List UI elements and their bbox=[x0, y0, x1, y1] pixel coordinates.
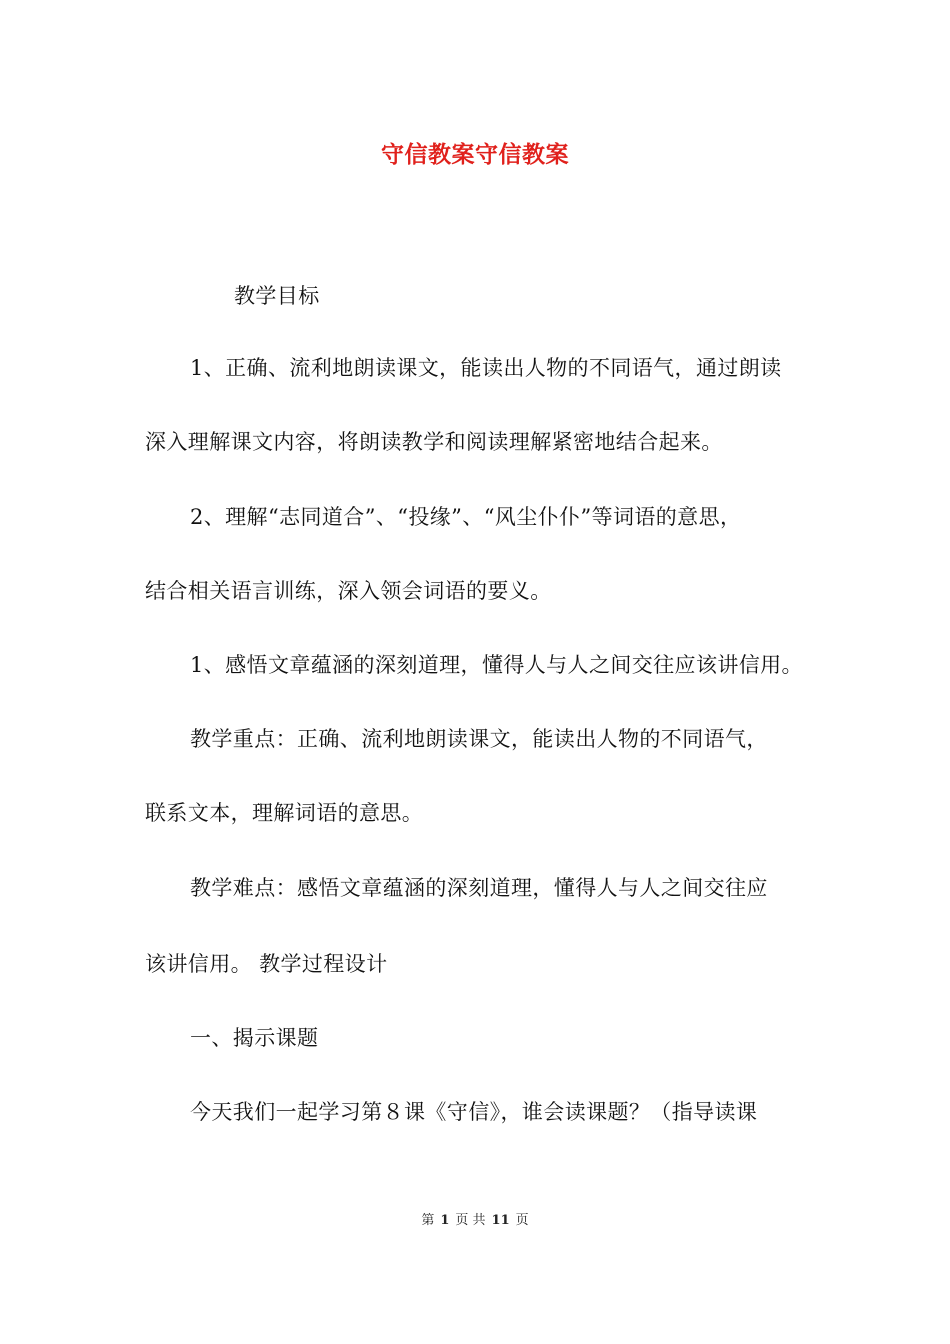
footer-middle: 页 共 bbox=[455, 1213, 486, 1228]
paragraph-line: 该讲信用。 教学过程设计 bbox=[145, 952, 388, 976]
paragraph-line: 教学重点：正确、流利地朗读课文，能读出人物的不同语气， bbox=[190, 727, 768, 751]
paragraph-line: 深入理解课文内容，将朗读教学和阅读理解紧密地结合起来。 bbox=[145, 430, 723, 454]
paragraph-line: 1、感悟文章蕴涵的深刻道理，懂得人与人之间交往应该讲信用。 bbox=[190, 653, 803, 677]
footer-prefix: 第 bbox=[421, 1213, 435, 1228]
page-footer bbox=[0, 1209, 950, 1228]
paragraph-line: 今天我们一起学习第８课《守信》，谁会读课题？（指导读课 bbox=[190, 1100, 758, 1124]
section-heading-reveal-topic: 一、揭示课题 bbox=[190, 1026, 319, 1050]
total-pages: 11 bbox=[491, 1213, 510, 1228]
paragraph-line: 教学难点：感悟文章蕴涵的深刻道理，懂得人与人之间交往应 bbox=[190, 876, 768, 900]
section-heading-objectives: 教学目标 bbox=[234, 284, 320, 308]
document-title: 守信教案守信教案 bbox=[381, 141, 569, 168]
paragraph-line: 2、理解“志同道合”、“投缘”、“风尘仆仆”等词语的意思， bbox=[190, 505, 742, 529]
paragraph-line: 联系文本，理解词语的意思。 bbox=[145, 801, 424, 825]
page-number: 1 bbox=[440, 1213, 450, 1228]
paragraph-line: 结合相关语言训练，深入领会词语的要义。 bbox=[145, 579, 552, 603]
footer-suffix: 页 bbox=[515, 1213, 529, 1228]
paragraph-line: 1、正确、流利地朗读课文，能读出人物的不同语气，通过朗读 bbox=[190, 356, 782, 380]
